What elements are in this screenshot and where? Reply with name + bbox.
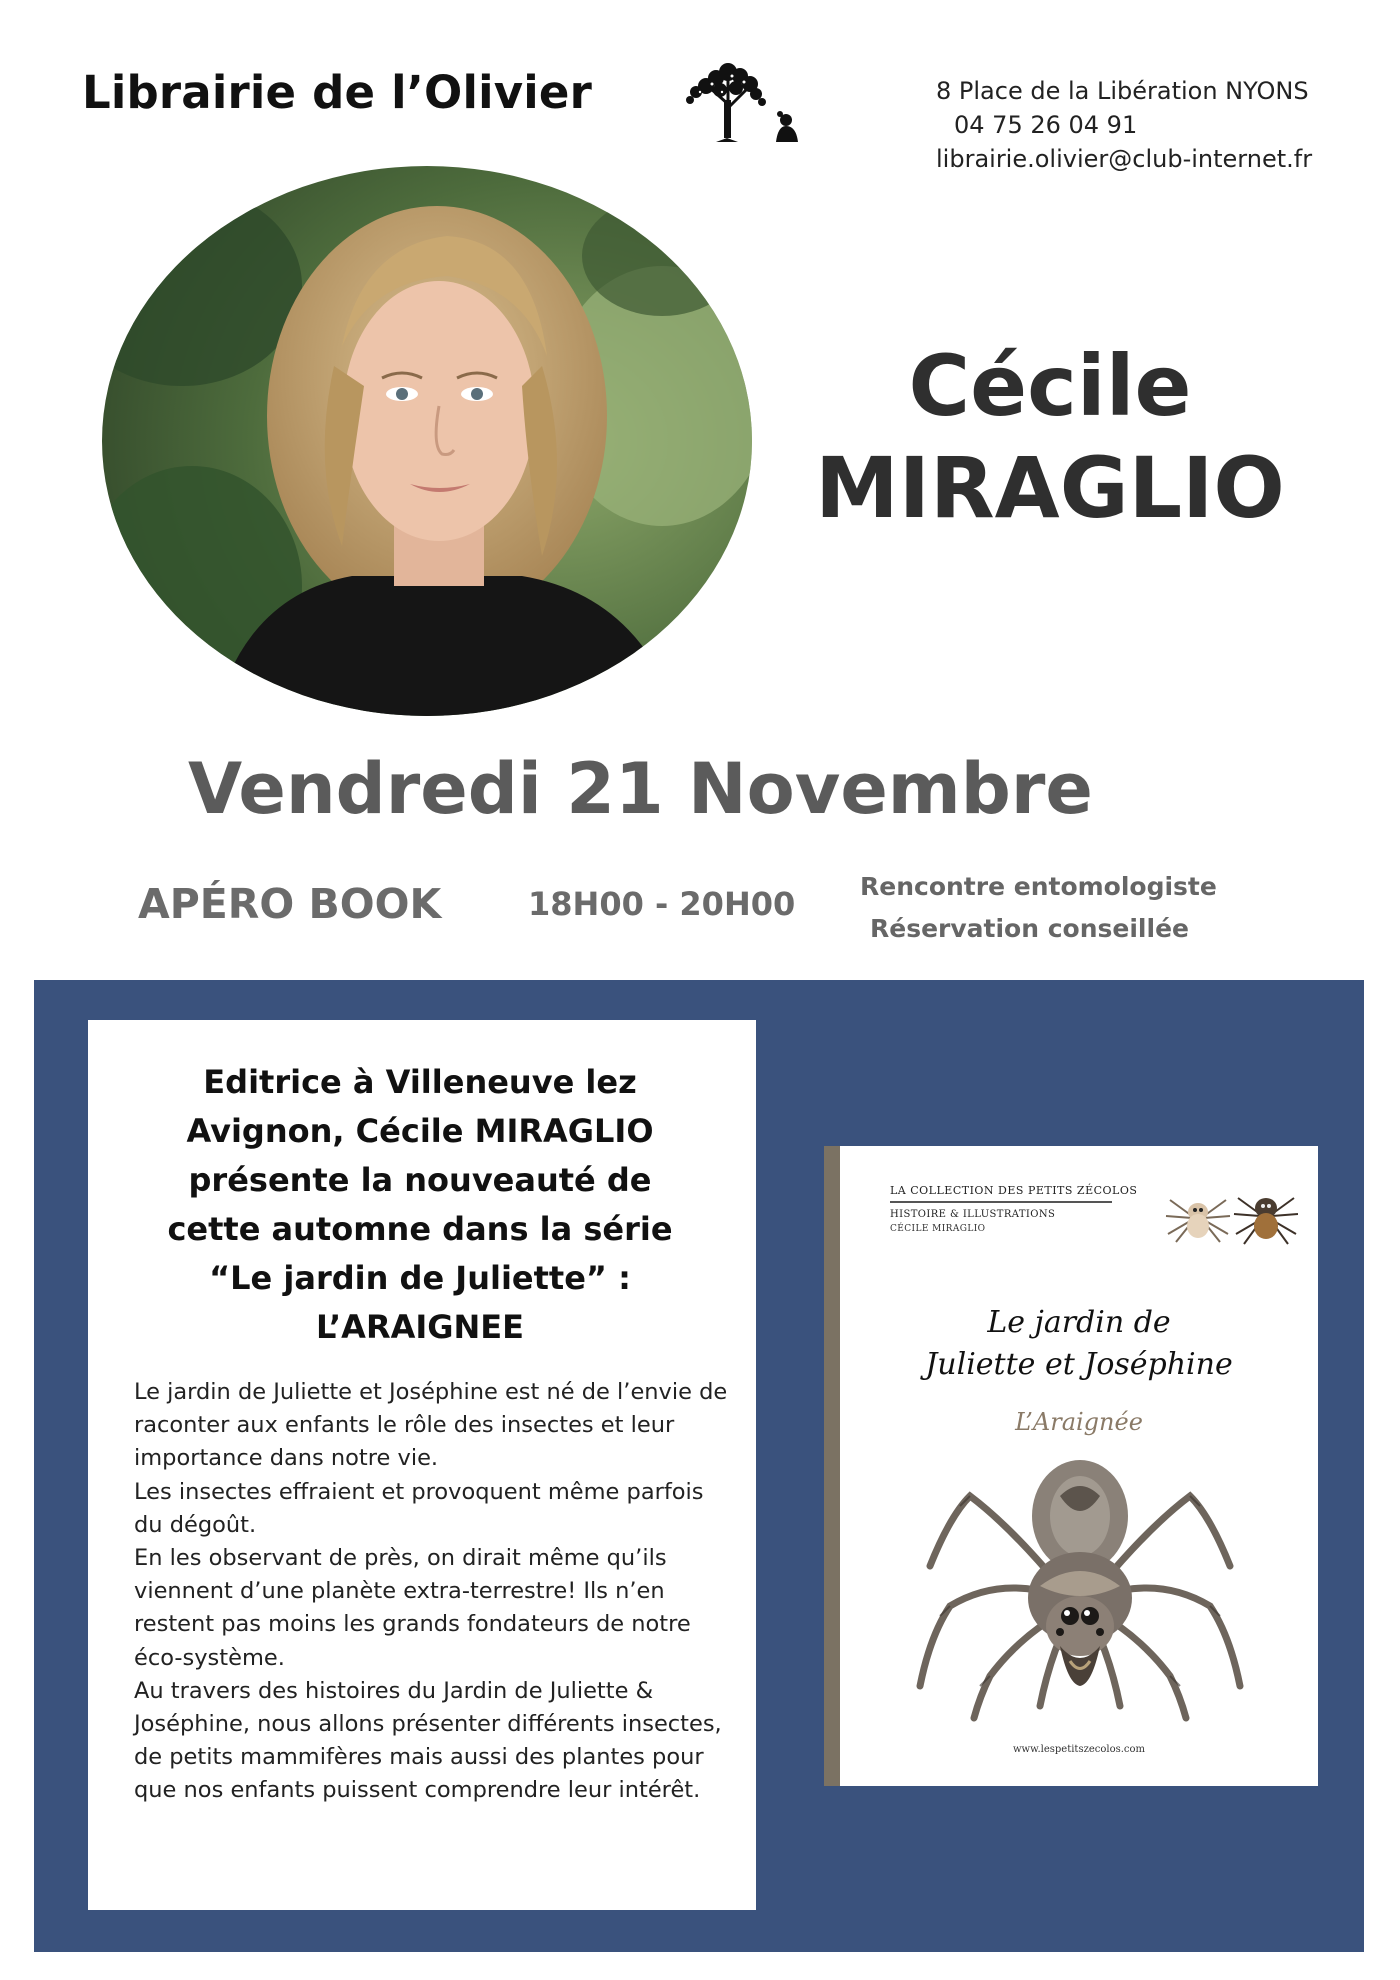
book-credits: HISTOIRE & ILLUSTRATIONS bbox=[890, 1209, 1056, 1220]
author-portrait bbox=[102, 166, 752, 716]
shop-name: Librairie de l’Olivier bbox=[82, 66, 592, 119]
event-type: APÉRO BOOK bbox=[138, 880, 442, 928]
event-note-entomologist: Rencontre entomologiste bbox=[860, 872, 1217, 901]
book-rule bbox=[890, 1201, 1112, 1203]
card-paragraph: En les observant de près, on dirait même qu’ils viennent d’une planète extra-terrestre! Ils n’en restent pas moins les grands fondateurs de notre éco-système. bbox=[134, 1545, 691, 1671]
card-heading-line: cette automne dans la série bbox=[167, 1210, 673, 1248]
card-heading-line: L’ARAIGNEE bbox=[315, 1308, 525, 1346]
card-heading-line: “Le jardin de Juliette” : bbox=[209, 1259, 631, 1297]
shop-address: 8 Place de la Libération NYONS bbox=[936, 77, 1309, 105]
book-url: www.lespetitszecolos.com bbox=[1012, 1744, 1146, 1755]
author-name bbox=[800, 335, 1300, 539]
author-last-name: MIRAGLIO bbox=[815, 439, 1285, 537]
event-date: Vendredi 21 Novembre bbox=[188, 748, 1093, 830]
book-collection: LA COLLECTION DES PETITS ZÉCOLOS bbox=[890, 1184, 1138, 1197]
book-subtitle: L’Araignée bbox=[1015, 1408, 1143, 1436]
book-cover bbox=[824, 1146, 1318, 1786]
card-paragraph: Le jardin de Juliette et Joséphine est né de l’envie de raconter aux enfants le rôle des insectes et leur importance dans notre vie. bbox=[134, 1379, 728, 1472]
book-title-line-1: Le jardin de bbox=[987, 1305, 1171, 1340]
shop-phone: 04 75 26 04 91 bbox=[954, 111, 1138, 139]
book-author: CÉCILE MIRAGLIO bbox=[890, 1224, 986, 1234]
book-title-line-2: Juliette et Joséphine bbox=[925, 1347, 1233, 1382]
shop-email: librairie.olivier@club-internet.fr bbox=[936, 145, 1313, 173]
card-heading-line: Editrice à Villeneuve lez bbox=[203, 1063, 637, 1101]
card-paragraph: Les insectes effraient et provoquent même parfois du dégoût. bbox=[134, 1478, 704, 1538]
card-body bbox=[134, 1376, 734, 1808]
wolf-spider-icon bbox=[910, 1456, 1250, 1726]
card-paragraph: Au travers des histoires du Jardin de Juliette & Joséphine, nous allons présenter différents insectes, de petits mammifères mais aussi des plantes pour que nos enfants puissent comprendre leur intérêt. bbox=[134, 1677, 722, 1804]
event-note-reservation: Réservation conseillée bbox=[870, 914, 1189, 943]
card-heading bbox=[120, 1058, 720, 1352]
author-first-name: Cécile bbox=[908, 337, 1192, 435]
book-title bbox=[840, 1302, 1318, 1386]
contact-block bbox=[936, 74, 1312, 176]
small-spiders-icon bbox=[1158, 1186, 1298, 1246]
olive-tree-logo-icon bbox=[676, 62, 806, 144]
card-heading-line: présente la nouveauté de bbox=[188, 1161, 652, 1199]
card-heading-line: Avignon, Cécile MIRAGLIO bbox=[186, 1112, 654, 1150]
event-time: 18H00 - 20H00 bbox=[528, 885, 796, 923]
event-notes bbox=[860, 866, 1217, 950]
